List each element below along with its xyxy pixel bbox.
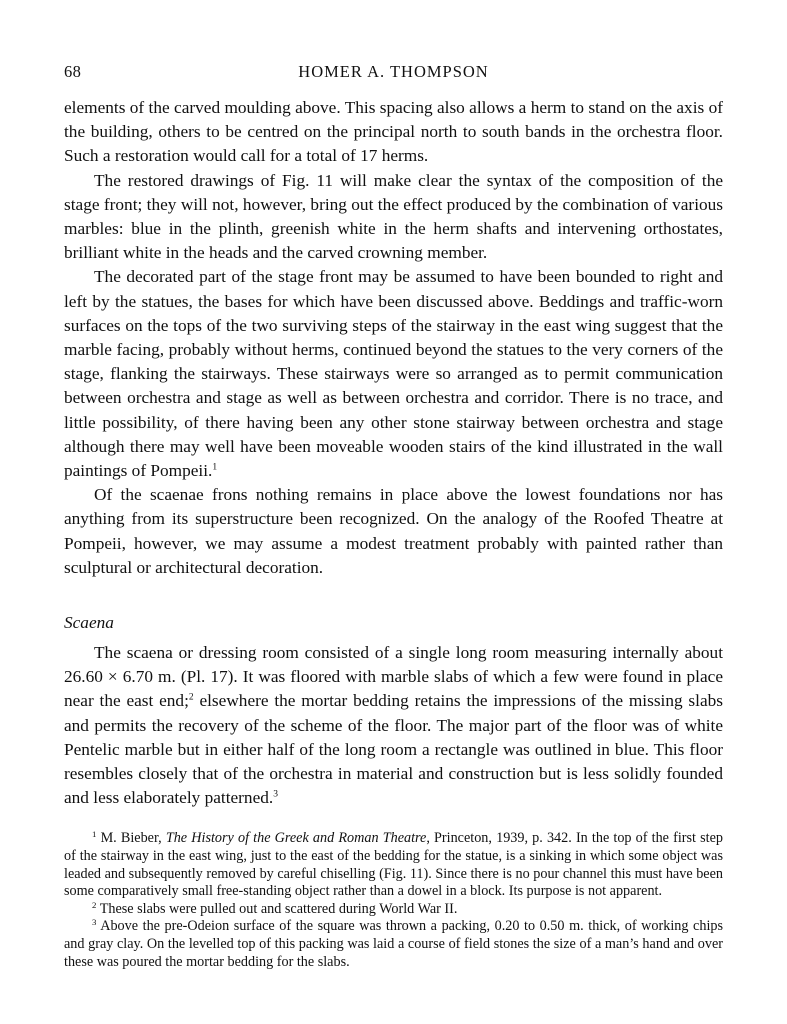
footnote-1 <box>64 830 723 900</box>
footnote-3-text: Above the pre-Odeion surface of the square was thrown a packing, 0.20 to 0.50 m. thick, of working chips and gray clay. On the levelled top of this packing was laid a course of field stones the size of a man’s hand and over these was poured the mortar bedding for the slabs. <box>64 918 723 970</box>
footnote-2-text: These slabs were pulled out and scattered during World War II. <box>99 900 458 917</box>
page-number: 68 <box>64 62 82 81</box>
page <box>64 62 723 971</box>
footnote-3 <box>64 918 723 971</box>
paragraph-5-text-a: The scaena or dressing room consisted of a single long room measuring internally about 26.60 × 6.70 m. (Pl. 17). It was floored with marble slabs of which a few were found in place near the east end; <box>64 643 723 711</box>
running-header <box>64 62 723 86</box>
section-heading-scaena: Scaena <box>64 613 114 633</box>
footnote-3-mark: 3 <box>92 917 97 928</box>
paragraph-1: elements of the carved moulding above. This spacing also allows a herm to stand on the axis of the building, others to be centred on the principal north to south bands in the orchestra floor. Such a restoration would call for a total of 17 herms. <box>64 98 723 166</box>
footnote-ref-2: 2 <box>188 692 194 703</box>
body-text <box>64 96 723 810</box>
paragraph-5-text-b: elsewhere the mortar bedding retains the impressions of the missing slabs and permits the recovery of the scheme of the floor. The major part of the floor was of white Pentelic marble but in either half of the long room a rectangle was outlined in blue. This floor resembles closely that of the orchestra in material and construction but is less solidly founded and less elaborately patterned. <box>64 691 723 808</box>
paragraph-4: Of the scaenae frons nothing remains in place above the lowest foundations nor has anything from its superstructure been recognized. On the analogy of the Roofed Theatre at Pompeii, however, we may assume a modest treatment probably with painted rather than sculptural or architectural decoration. <box>64 485 723 577</box>
footnote-1-mark: 1 <box>92 829 97 840</box>
footnote-2 <box>64 901 723 919</box>
footnote-ref-3: 3 <box>273 789 278 800</box>
footnote-1-text: , Princeton, 1939, p. 342. In the top of the first step of the stairway in the east wing, just to the east of the bedding for the statue, is a sinking in which some object was leaded and subsequently removed by careful chiselling (Fig. 11). Since there is no pour channel this must have been some comparatively small free-standing object rather than a dowel in a block. Its purpose is not apparent. <box>64 830 723 900</box>
paragraph-3-text: The decorated part of the stage front may be assumed to have been bounded to right and left by the statues, the bases for which have been discussed above. Beddings and traffic-worn surfaces on the tops of the two surviving steps of the stairway in the east wing suggest that the marble facing, probably without herms, continued beyond the statues to the very corners of the stage, flanking the stairways. These stairways were so arranged as to permit communication between orchestra and stage as well as between orchestra and corridor. There is no trace, and little possibility, of there having been any other stone stairway between orchestra and stage although there may well have been moveable wooden stairs of the kind illustrated in the wall paintings of Pompeii. <box>64 267 723 481</box>
footnotes <box>64 830 723 971</box>
paragraph-5 <box>64 641 723 810</box>
footnote-ref-1: 1 <box>212 462 218 473</box>
running-title: HOMER A. THOMPSON <box>298 62 489 81</box>
footnote-1-title: The History of the Greek and Roman Theatre <box>165 830 427 847</box>
footnote-2-mark: 2 <box>92 900 97 911</box>
paragraph-3 <box>64 265 723 483</box>
paragraph-2: The restored drawings of Fig. 11 will make clear the syntax of the composition of the stage front; they will not, however, bring out the effect produced by the combination of various marbles: blue in the plinth, greenish white in the herm shafts and intervening orthostates, brilliant white in the heads and the carved crowning member. <box>64 170 723 263</box>
footnote-1-author: M. Bieber, <box>100 830 162 847</box>
